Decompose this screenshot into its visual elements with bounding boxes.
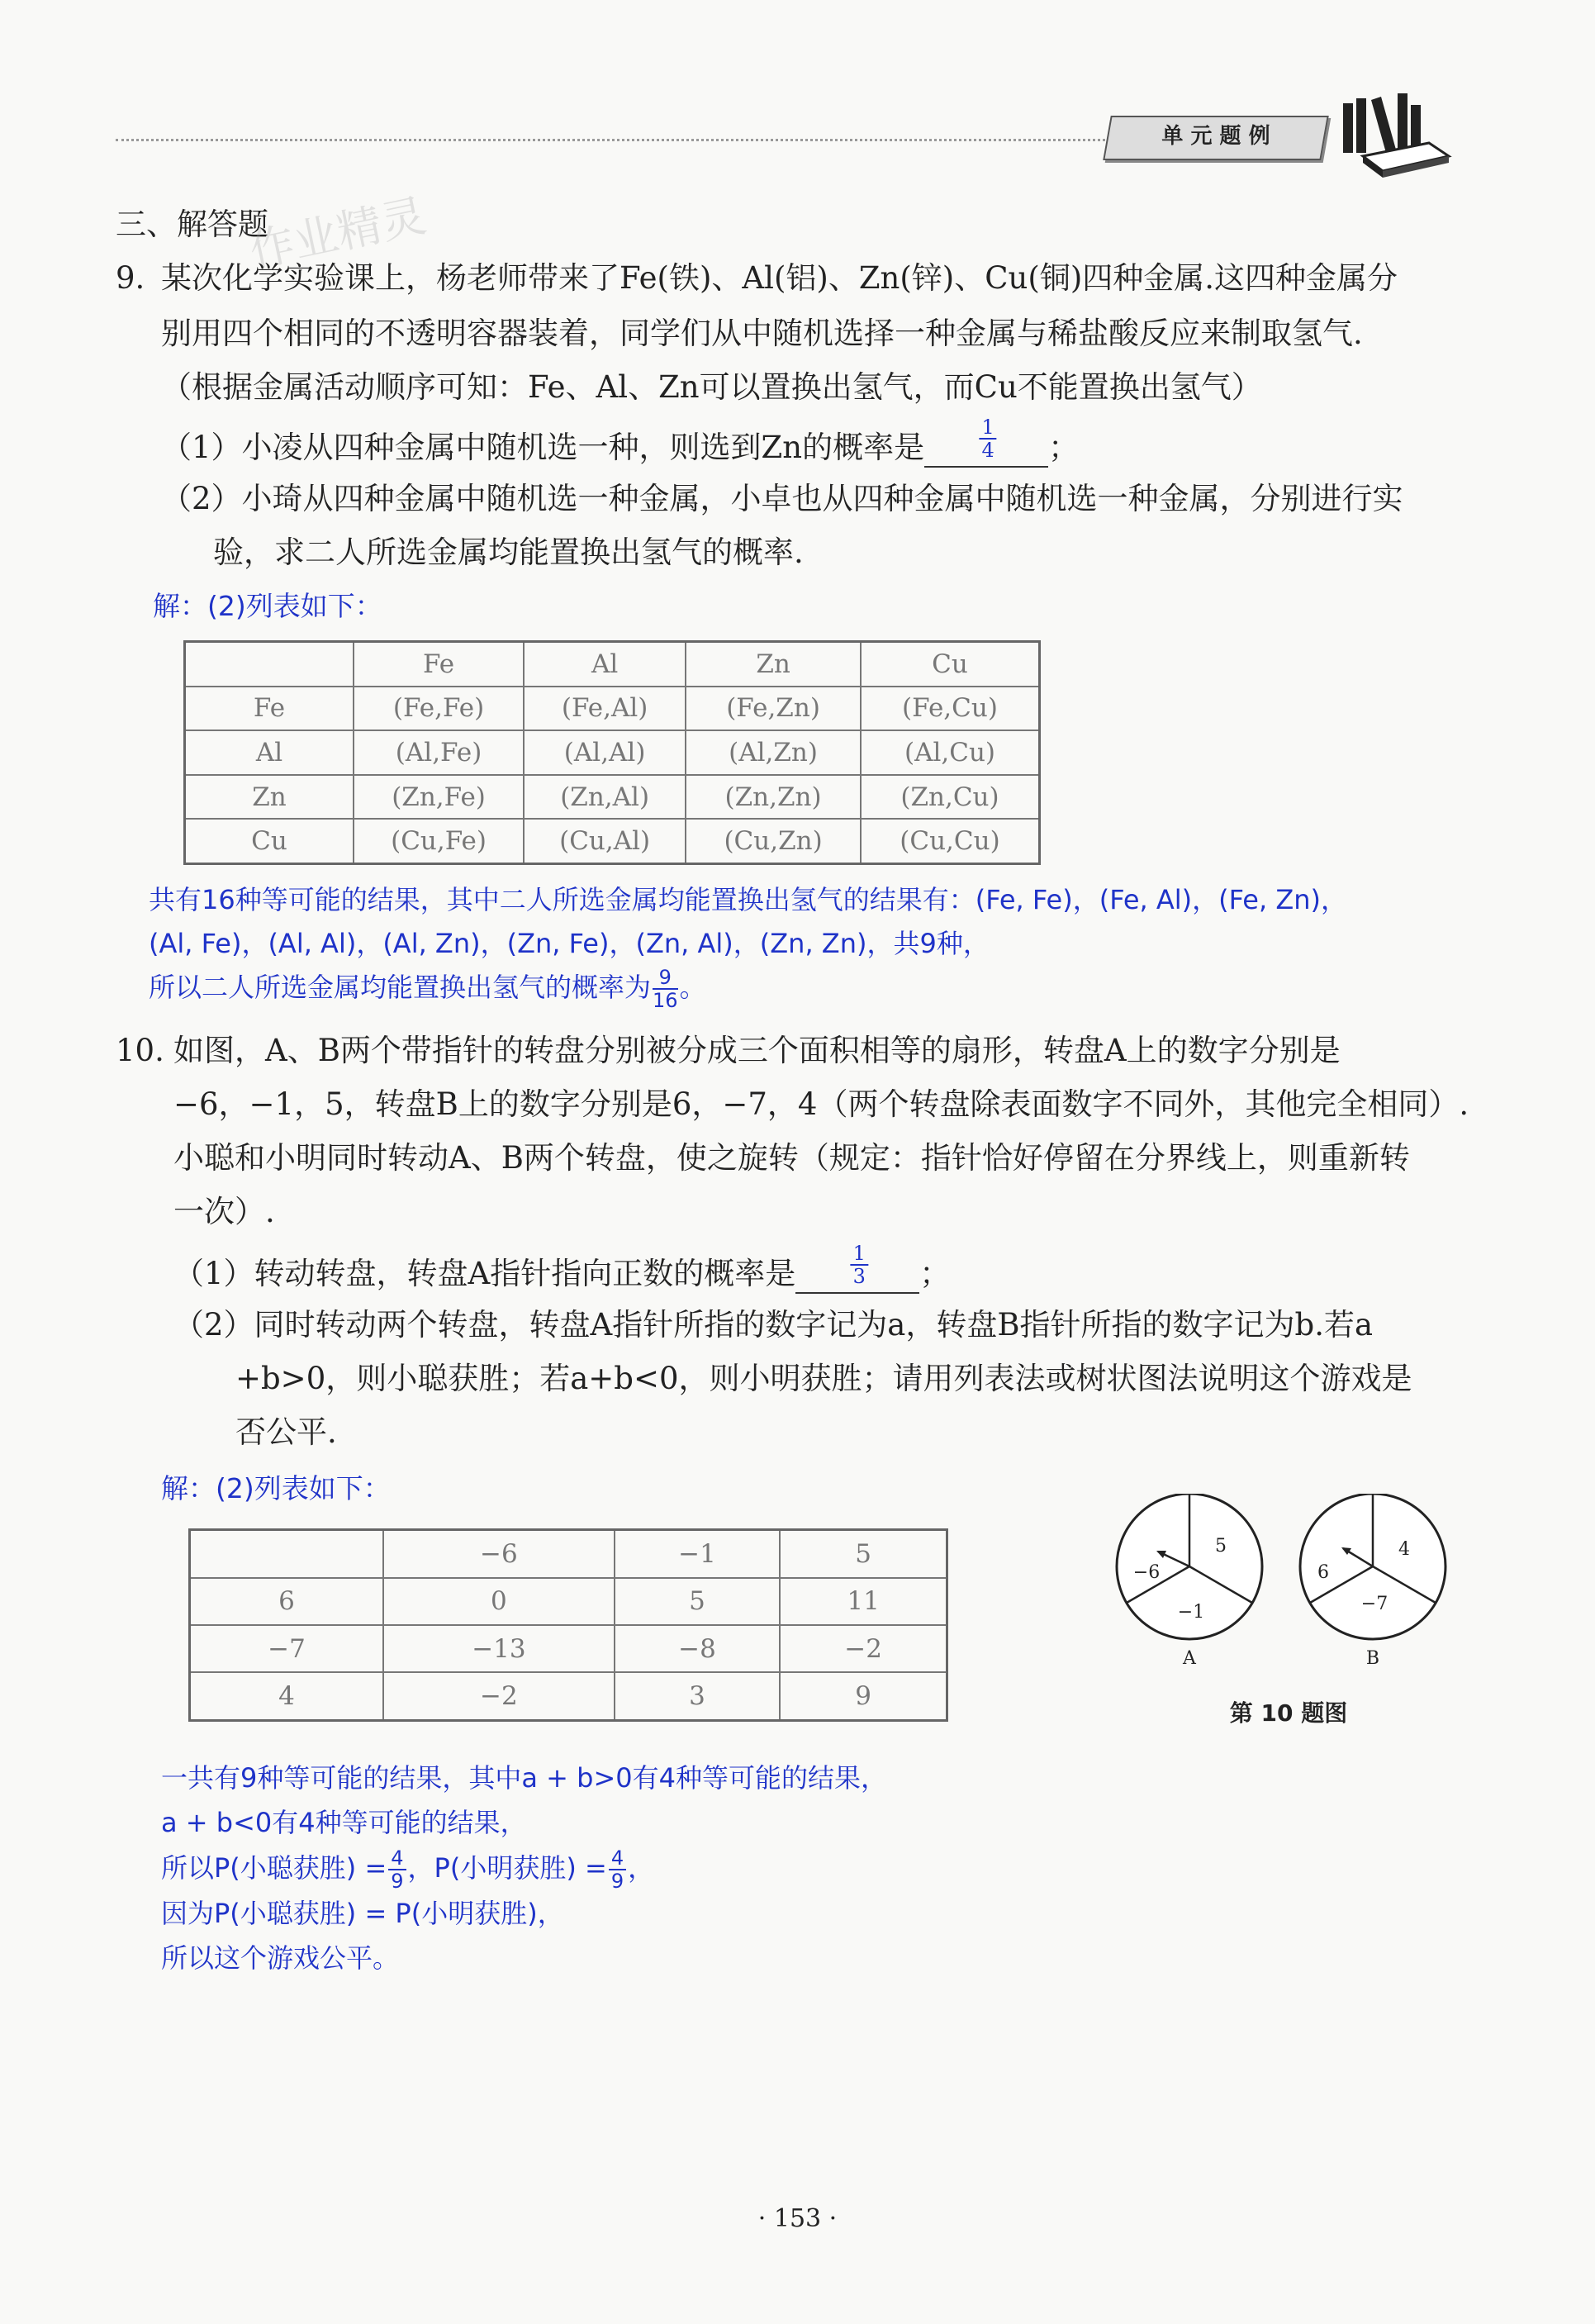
table-cell: Zn	[185, 775, 354, 820]
table-row	[185, 642, 1040, 687]
q9-answer-blank	[924, 416, 1048, 468]
spinner-a-value: −1	[1177, 1602, 1205, 1623]
q10-solution-fraction-1	[388, 1847, 406, 1892]
table-cell: (Zn,Cu)	[861, 775, 1040, 820]
table-cell: 9	[780, 1672, 947, 1720]
q10-solution-line-1: 一共有9种等可能的结果，其中a + b>0有4种等可能的结果，	[161, 1762, 887, 1794]
table-row	[185, 775, 1040, 820]
table-row	[190, 1530, 947, 1578]
q9-solution-line-1: 共有16种等可能的结果，其中二人所选金属均能置换出氢气的结果有：(Fe, Fe)，(Fe, Al)，(Fe, Zn)，	[149, 884, 1348, 915]
q9-part-1-text: （1）小凌从四种金属中随机选一种，则选到Zn的概率是	[161, 430, 925, 465]
table-cell: (Al,Cu)	[861, 730, 1040, 775]
table-cell: (Fe,Al)	[524, 687, 686, 731]
table-cell: (Al,Fe)	[354, 730, 524, 775]
table-cell: −2	[780, 1625, 947, 1672]
page-number: · 153 ·	[757, 2204, 838, 2233]
spinner-b-label: B	[1365, 1648, 1380, 1669]
q9-answer-denominator: 4	[981, 439, 995, 462]
table-cell: Fe	[354, 642, 524, 687]
q9-part-2-line-1: （2）小琦从四种金属中随机选一种金属，小卓也从四种金属中随机选一种金属，分别进行实	[161, 481, 1403, 516]
table-cell: −13	[383, 1625, 615, 1672]
q10-part-1-end: ；	[919, 1256, 951, 1291]
section-title: 三、解答题	[116, 207, 268, 242]
watermark: 作业精灵	[244, 189, 431, 278]
table-cell: −6	[383, 1530, 615, 1578]
spinner-b	[1300, 1494, 1445, 1669]
q10-solution-denominator-1: 9	[391, 1870, 404, 1893]
header-rule	[116, 139, 1115, 141]
table-cell: (Cu,Zn)	[686, 819, 861, 863]
table-cell: Fe	[185, 687, 354, 731]
q9-line-3: （根据金属活动顺序可知：Fe、Al、Zn可以置换出氢气，而Cu不能置换出氢气）	[161, 369, 1262, 405]
table-cell: (Cu,Al)	[524, 819, 686, 863]
q10-solution-line-5: 所以这个游戏公平。	[161, 1942, 400, 1974]
table-row	[185, 819, 1040, 863]
table-cell: (Cu,Cu)	[861, 819, 1040, 863]
q10-part-2-line-3: 否公平.	[235, 1414, 337, 1450]
table-cell: 0	[383, 1578, 615, 1625]
table-cell: 6	[190, 1578, 384, 1625]
q10-table	[188, 1528, 948, 1722]
table-cell: −8	[615, 1625, 780, 1672]
table-row	[185, 687, 1040, 731]
table-cell: 5	[615, 1578, 780, 1625]
q10-answer-numerator: 1	[851, 1243, 868, 1266]
q10-line-1: 如图，A、B两个带指针的转盘分别被分成三个面积相等的扇形，转盘A上的数字分别是	[173, 1033, 1341, 1068]
spinner-b-value: 4	[1398, 1539, 1410, 1560]
q9-solution-fraction	[653, 967, 678, 1011]
q10-answer-denominator: 3	[852, 1265, 866, 1288]
table-cell: 5	[780, 1530, 947, 1578]
q10-part-2-line-2: +b>0，则小聪获胜；若a+b<0，则小明获胜；请用列表法或树状图法说明这个游戏是	[235, 1361, 1412, 1396]
table-row	[190, 1672, 947, 1720]
spinner-b-value: −7	[1360, 1594, 1389, 1614]
table-cell: Cu	[861, 642, 1040, 687]
q10-part-2-line-1: （2）同时转动两个转盘，转盘A指针所指的数字记为a，转盘B指针所指的数字记为b.若a	[173, 1307, 1374, 1343]
table-cell: 3	[615, 1672, 780, 1720]
table-cell: −7	[190, 1625, 384, 1672]
table-cell: (Al,Al)	[524, 730, 686, 775]
q9-solution-line-3-text: 所以二人所选金属均能置换出氢气的概率为	[149, 972, 652, 1003]
table-cell: Zn	[686, 642, 861, 687]
q10-solution-intro: 解：(2)列表如下：	[161, 1472, 391, 1504]
q10-line-3: 小聪和小明同时转动A、B两个转盘，使之旋转（规定：指针恰好停留在分界线上，则重新转	[173, 1140, 1410, 1176]
table-row	[190, 1578, 947, 1625]
table-cell: (Fe,Zn)	[686, 687, 861, 731]
q10-solution-line-3-part-b: ，P(小明获胜) =	[407, 1852, 607, 1884]
q9-solution-intro: 解：(2)列表如下：	[153, 590, 382, 622]
table-cell: (Zn,Al)	[524, 775, 686, 820]
books-icon	[1338, 87, 1454, 178]
spinner-a-value: −6	[1132, 1562, 1161, 1583]
spinner-a-value: 5	[1215, 1536, 1227, 1556]
q10-solution-numerator-2: 4	[609, 1847, 626, 1870]
table-cell: (Zn,Zn)	[686, 775, 861, 820]
q9-answer-numerator: 1	[979, 416, 996, 440]
spinner-b-value: 6	[1317, 1562, 1329, 1583]
q10-solution-fraction-2	[609, 1847, 626, 1892]
header-badge-label: 单 元 题 例	[1161, 124, 1270, 149]
q9-solution-line-2: (Al, Fe)，(Al, Al)，(Al, Zn)，(Zn, Fe)，(Zn, Al)，(Zn, Zn)，共9种，	[149, 928, 990, 959]
table-cell: Al	[185, 730, 354, 775]
q10-solution-numerator-1: 4	[388, 1847, 406, 1870]
q10-solution-line-3-part-c: ，	[628, 1852, 655, 1884]
table-cell: −2	[383, 1672, 615, 1720]
q10-solution-line-3-part-a: 所以P(小聪获胜) =	[161, 1852, 387, 1884]
q10-line-2: −6，−1，5，转盘B上的数字分别是6，−7，4（两个转盘除表面数字不同外，其他完全相同）.	[173, 1086, 1469, 1122]
table-cell: 4	[190, 1672, 384, 1720]
q10-answer-blank	[795, 1242, 919, 1294]
q9-solution-denominator: 16	[653, 989, 678, 1012]
table-cell: (Cu,Fe)	[354, 819, 524, 863]
figure-caption: 第 10 题图	[1229, 1699, 1348, 1727]
q10-answer-fraction	[851, 1243, 868, 1287]
q10-solution-line-4: 因为P(小聪获胜) = P(小明获胜)，	[161, 1898, 564, 1929]
table-cell: Al	[524, 642, 686, 687]
q9-line-2: 别用四个相同的不透明容器装着，同学们从中随机选择一种金属与稀盐酸反应来制取氢气.	[161, 316, 1363, 351]
q9-number: 9.	[116, 260, 145, 296]
table-cell	[190, 1530, 384, 1578]
q10-solution-line-3	[161, 1847, 654, 1892]
q9-answer-fraction	[979, 416, 996, 461]
q9-solution-line-3	[149, 967, 706, 1011]
table-cell: (Fe,Fe)	[354, 687, 524, 731]
q10-solution-line-2: a + b<0有4种等可能的结果，	[161, 1807, 527, 1838]
q10-solution-denominator-2: 9	[610, 1870, 624, 1893]
table-cell: (Fe,Cu)	[861, 687, 1040, 731]
spinner-a-label: A	[1183, 1648, 1196, 1669]
q9-solution-numerator: 9	[653, 967, 678, 990]
q9-part-1	[161, 416, 1080, 468]
table-cell: −1	[615, 1530, 780, 1578]
q10-line-4: 一次）.	[173, 1194, 275, 1229]
spinner-a	[1117, 1494, 1262, 1669]
table-cell: Cu	[185, 819, 354, 863]
table-row	[185, 730, 1040, 775]
table-cell	[185, 642, 354, 687]
q10-number: 10.	[116, 1033, 164, 1068]
table-cell: 11	[780, 1578, 947, 1625]
table-cell: (Al,Zn)	[686, 730, 861, 775]
q9-part-2-line-2: 验，求二人所选金属均能置换出氢气的概率.	[213, 535, 804, 570]
q10-part-1-text: （1）转动转盘，转盘A指针指向正数的概率是	[173, 1256, 796, 1291]
q9-part-1-end: ；	[1048, 430, 1080, 465]
table-row	[190, 1625, 947, 1672]
q9-line-1: 某次化学实验课上，杨老师带来了Fe(铁)、Al(铝)、Zn(锌)、Cu(铜)四种金属.这四种金属分	[161, 260, 1398, 296]
q10-part-1	[173, 1242, 951, 1294]
q9-solution-line-3-end: 。	[679, 972, 706, 1003]
q9-table	[183, 640, 1041, 865]
spinner-figure	[1115, 1494, 1462, 1692]
table-cell: (Zn,Fe)	[354, 775, 524, 820]
